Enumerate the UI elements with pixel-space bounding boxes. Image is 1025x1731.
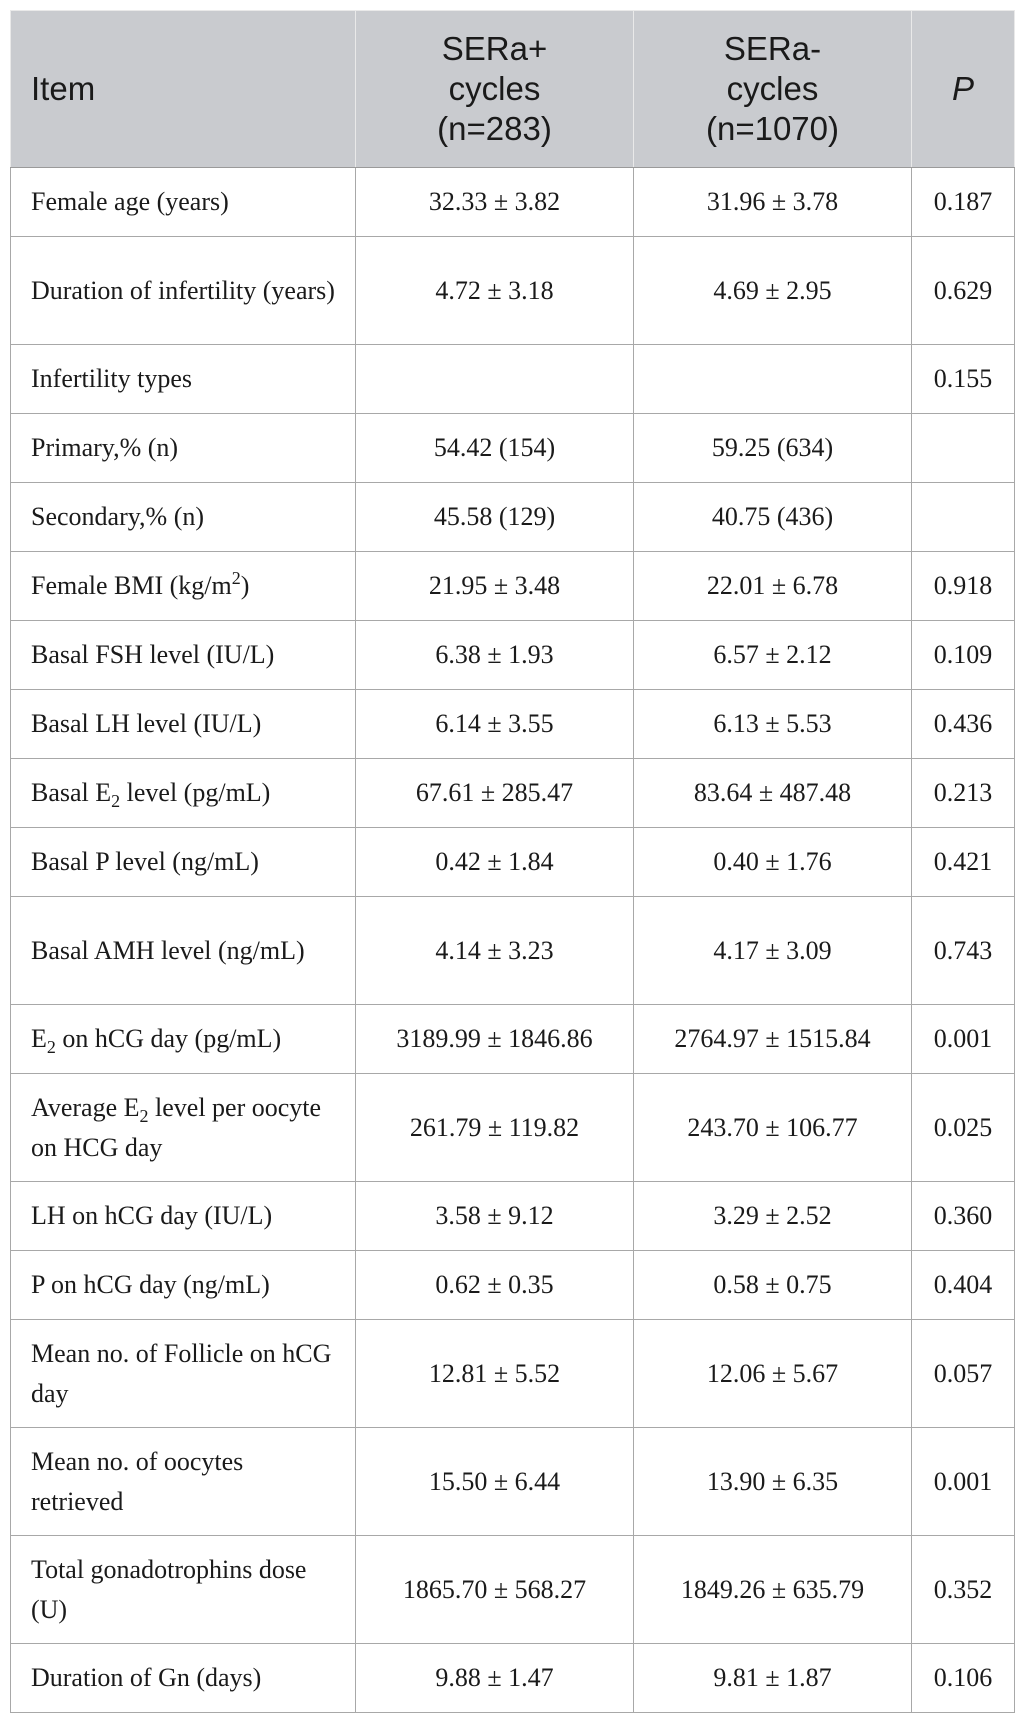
row-label: Basal LH level (IU/L) <box>11 690 356 759</box>
p-value: 0.421 <box>912 828 1015 897</box>
sera-positive-value: 12.81 ± 5.52 <box>356 1320 634 1428</box>
sera-negative-value: 1849.26 ± 635.79 <box>634 1536 912 1644</box>
sera-negative-value: 12.06 ± 5.67 <box>634 1320 912 1428</box>
sera-negative-value: 243.70 ± 106.77 <box>634 1074 912 1182</box>
row-label: Female BMI $(kg/m^2)$ <box>11 552 356 621</box>
table-row <box>11 897 1015 1005</box>
sera-positive-value: 67.61 ± 285.47 <box>356 759 634 828</box>
p-value: 0.057 <box>912 1320 1015 1428</box>
row-label: Average $E_2$ level per oocyte on HCG day <box>11 1074 356 1182</box>
table-row <box>11 345 1015 414</box>
sera-negative-value: 2764.97 ± 1515.84 <box>634 1005 912 1074</box>
sera-negative-value: 6.57 ± 2.12 <box>634 621 912 690</box>
p-value <box>912 414 1015 483</box>
table-row <box>11 552 1015 621</box>
table-row <box>11 759 1015 828</box>
table-row <box>11 828 1015 897</box>
row-label: Total gonadotrophins dose (U) <box>11 1536 356 1644</box>
data-table-container <box>10 10 1014 1713</box>
row-label: $E_2$ on hCG day (pg/mL) <box>11 1005 356 1074</box>
table-row <box>11 1320 1015 1428</box>
p-value: 0.352 <box>912 1536 1015 1644</box>
header-row <box>11 11 1015 168</box>
table-row <box>11 168 1015 237</box>
table-row <box>11 237 1015 345</box>
row-label: LH on hCG day (IU/L) <box>11 1182 356 1251</box>
table-row <box>11 1182 1015 1251</box>
sera-positive-value: 0.62 ± 0.35 <box>356 1251 634 1320</box>
sera-positive-value: 4.14 ± 3.23 <box>356 897 634 1005</box>
row-label: Female age (years) <box>11 168 356 237</box>
sera-positive-value: 3.58 ± 9.12 <box>356 1182 634 1251</box>
p-value: 0.436 <box>912 690 1015 759</box>
sera-negative-value: 83.64 ± 487.48 <box>634 759 912 828</box>
sera-negative-value: 4.69 ± 2.95 <box>634 237 912 345</box>
sera-negative-value: 40.75 (436) <box>634 483 912 552</box>
p-value: 0.025 <box>912 1074 1015 1182</box>
sera-positive-value: 3189.99 ± 1846.86 <box>356 1005 634 1074</box>
sera-positive-value: 54.42 (154) <box>356 414 634 483</box>
table-row <box>11 1644 1015 1713</box>
sera-negative-value: 22.01 ± 6.78 <box>634 552 912 621</box>
sera-positive-value: 21.95 ± 3.48 <box>356 552 634 621</box>
header-p-value: P <box>912 11 1015 168</box>
p-value: 0.360 <box>912 1182 1015 1251</box>
sera-positive-value: 9.88 ± 1.47 <box>356 1644 634 1713</box>
row-label: Basal AMH level (ng/mL) <box>11 897 356 1005</box>
table-row <box>11 483 1015 552</box>
header-sera-negative: SERa- cycles (n=1070) <box>634 11 912 168</box>
sera-negative-value: 59.25 (634) <box>634 414 912 483</box>
sera-positive-value: 15.50 ± 6.44 <box>356 1428 634 1536</box>
sera-negative-value <box>634 345 912 414</box>
sera-negative-value: 0.58 ± 0.75 <box>634 1251 912 1320</box>
table-row <box>11 1251 1015 1320</box>
table-row <box>11 414 1015 483</box>
table-row <box>11 621 1015 690</box>
p-value: 0.155 <box>912 345 1015 414</box>
row-label: Basal $E_2$ level (pg/mL) <box>11 759 356 828</box>
p-value: 0.109 <box>912 621 1015 690</box>
p-value: 0.404 <box>912 1251 1015 1320</box>
row-label: Secondary,% (n) <box>11 483 356 552</box>
table-row <box>11 1074 1015 1182</box>
row-label: Infertility types <box>11 345 356 414</box>
p-value: 0.106 <box>912 1644 1015 1713</box>
sera-positive-value: 4.72 ± 3.18 <box>356 237 634 345</box>
comparison-table <box>10 10 1015 1713</box>
p-value: 0.213 <box>912 759 1015 828</box>
sera-positive-value: 32.33 ± 3.82 <box>356 168 634 237</box>
p-value: 0.187 <box>912 168 1015 237</box>
sera-negative-value: 0.40 ± 1.76 <box>634 828 912 897</box>
sera-positive-value <box>356 345 634 414</box>
sera-positive-value: 6.38 ± 1.93 <box>356 621 634 690</box>
sera-positive-value: 45.58 (129) <box>356 483 634 552</box>
row-label: Primary,% (n) <box>11 414 356 483</box>
p-value: 0.918 <box>912 552 1015 621</box>
row-label: Basal P level (ng/mL) <box>11 828 356 897</box>
sera-negative-value: 4.17 ± 3.09 <box>634 897 912 1005</box>
table-row <box>11 1536 1015 1644</box>
p-value <box>912 483 1015 552</box>
sera-negative-value: 31.96 ± 3.78 <box>634 168 912 237</box>
sera-positive-value: 261.79 ± 119.82 <box>356 1074 634 1182</box>
sera-negative-value: 3.29 ± 2.52 <box>634 1182 912 1251</box>
p-value: 0.001 <box>912 1005 1015 1074</box>
p-value: 0.629 <box>912 237 1015 345</box>
header-sera-positive: SERa+ cycles (n=283) <box>356 11 634 168</box>
table-row <box>11 1428 1015 1536</box>
table-row <box>11 690 1015 759</box>
row-label: Basal FSH level (IU/L) <box>11 621 356 690</box>
row-label: Mean no. of oocytes retrieved <box>11 1428 356 1536</box>
sera-positive-value: 1865.70 ± 568.27 <box>356 1536 634 1644</box>
p-value: 0.743 <box>912 897 1015 1005</box>
sera-negative-value: 6.13 ± 5.53 <box>634 690 912 759</box>
row-label: Duration of Gn (days) <box>11 1644 356 1713</box>
row-label: Mean no. of Follicle on hCG day <box>11 1320 356 1428</box>
sera-negative-value: 9.81 ± 1.87 <box>634 1644 912 1713</box>
table-row <box>11 1005 1015 1074</box>
sera-negative-value: 13.90 ± 6.35 <box>634 1428 912 1536</box>
sera-positive-value: 0.42 ± 1.84 <box>356 828 634 897</box>
header-item: Item <box>11 11 356 168</box>
row-label: P on hCG day (ng/mL) <box>11 1251 356 1320</box>
p-value: 0.001 <box>912 1428 1015 1536</box>
row-label: Duration of infertility (years) <box>11 237 356 345</box>
sera-positive-value: 6.14 ± 3.55 <box>356 690 634 759</box>
